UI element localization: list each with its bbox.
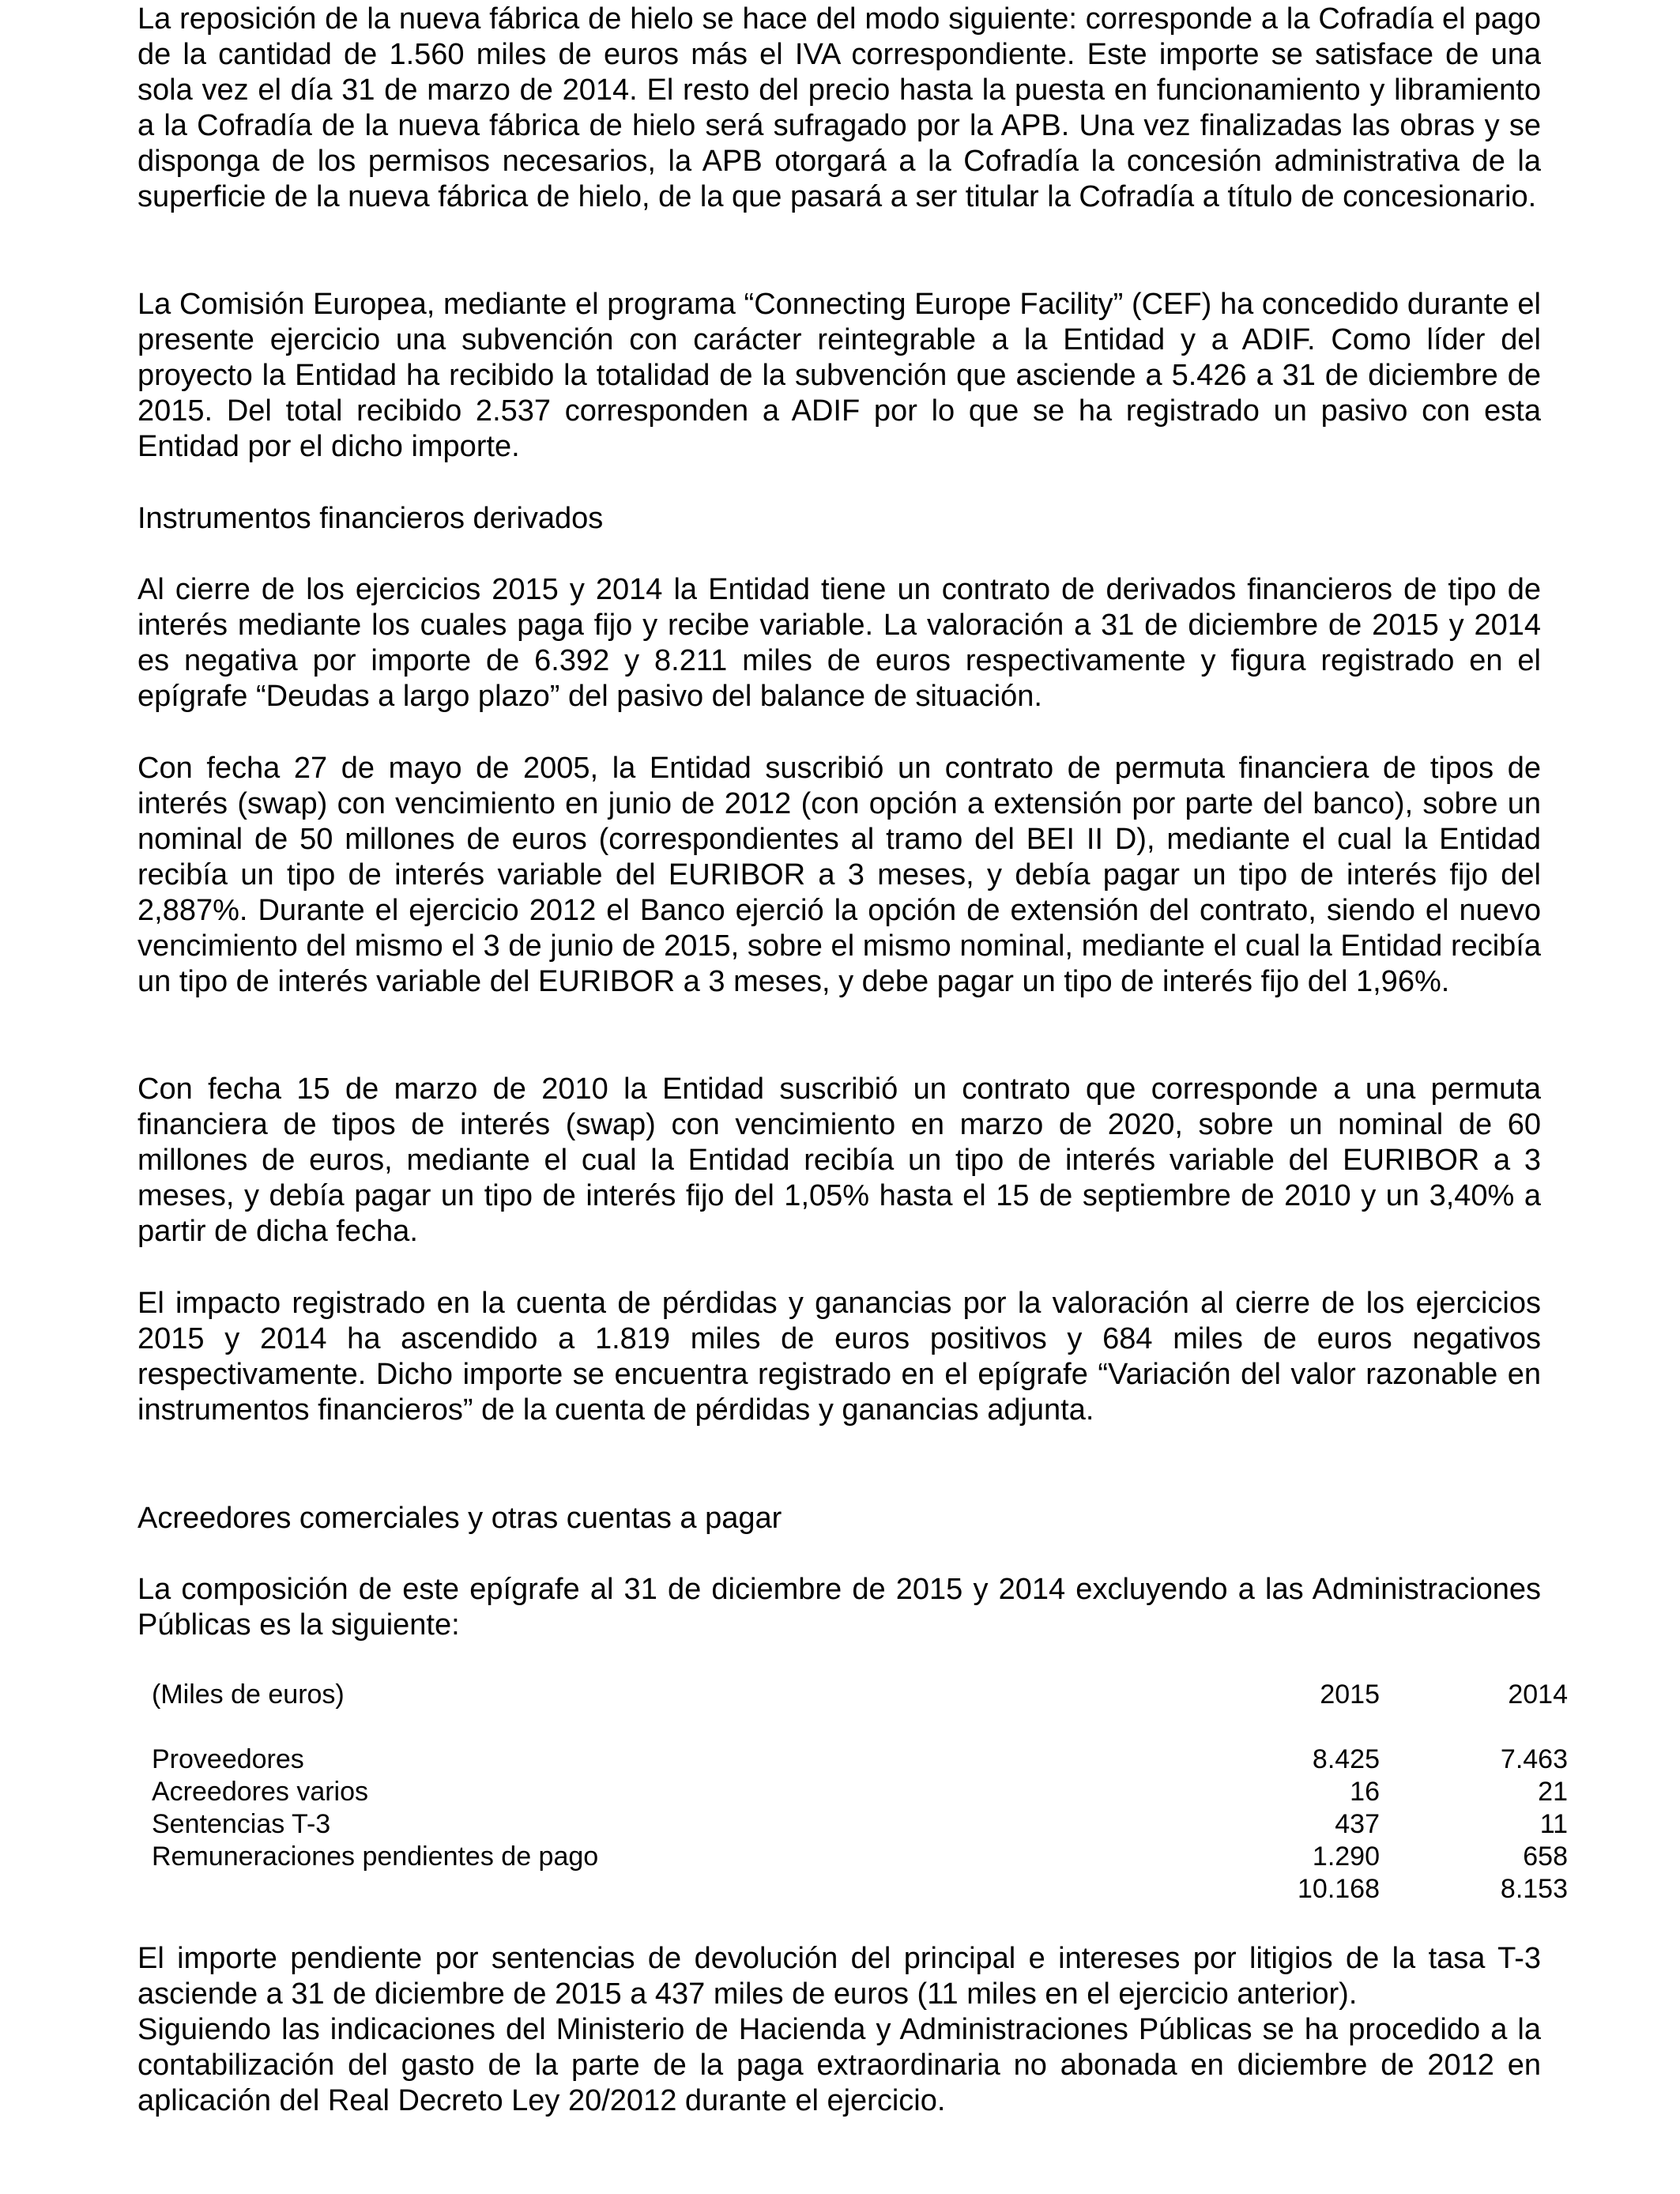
paragraph-swap-2010: Con fecha 15 de marzo de 2010 la Entidad suscribió un contrato que corresponde a una permuta financiera de tipos de interés (swap) con vencimiento en marzo de 2020, sobre un nominal de 60 millones de euros, mediante el cual la Entidad recibía un tipo de interés variable del EURIBOR a 3 meses, y debía pagar un tipo de interés fijo del 1,05% hasta el 15 de septiembre de 2010 y un 3,40% a partir de dicha fecha.: [137, 1072, 1541, 1248]
paragraph-derivados-cierre: Al cierre de los ejercicios 2015 y 2014 la Entidad tiene un contrato de derivados financieros de tipo de interés mediante los cuales paga fijo y recibe variable. La valoración a 31 de diciembre de 2015 y 2014 es negativa por importe de 6.392 y 8.211 miles de euros respectivamente y figura registrado en el epígrafe “Deudas a largo plazo” del pasivo del balance de situación.: [137, 573, 1541, 713]
table-row-value-2014: 21: [1538, 1777, 1568, 1807]
table-header-row: [152, 1679, 1568, 1711]
table-row: [152, 1841, 1568, 1873]
table-row-value-2014: 7.463: [1500, 1744, 1568, 1774]
table-header-2014: 2014: [1508, 1679, 1568, 1710]
table-row: [152, 1776, 1568, 1808]
table-row-value-2015: 8.425: [1312, 1744, 1380, 1774]
acreedores-table: [152, 1679, 1568, 1711]
table-total-2014: 8.153: [1500, 1874, 1568, 1904]
table-row-value-2014: 658: [1523, 1842, 1568, 1872]
paragraph-sentencias-t3: El importe pendiente por sentencias de devolución del principal e intereses por litigios de la tasa T-3 asciende a 31 de diciembre de 2015 a 437 miles de euros (11 miles en el ejercicio anterior).: [137, 1942, 1541, 2011]
table-row: [152, 1744, 1568, 1776]
table-header-label: (Miles de euros): [152, 1679, 345, 1710]
paragraph-fabrica-hielo: La reposición de la nueva fábrica de hielo se hace del modo siguiente: corresponde a la Cofradía el pago de la cantidad de 1.560 miles de euros más el IVA correspondiente. Este importe se satisface de una sola vez el día 31 de marzo de 2014. El resto del precio hasta la puesta en funcionamiento y libramiento a la Cofradía de la nueva fábrica de hielo será sufragado por la APB. Una vez finalizadas las obras y se disponga de los permisos necesarios, la APB otorgará a la Cofradía la concesión administrativa de la superficie de la nueva fábrica de hielo, de la que pasará a ser titular la Cofradía a título de concesionario.: [137, 2, 1541, 213]
paragraph-composicion-epigrafe: La composición de este epígrafe al 31 de diciembre de 2015 y 2014 excluyendo a las Administraciones Públicas es la siguiente:: [137, 1573, 1541, 1642]
table-row-label: Acreedores varios: [152, 1777, 369, 1807]
heading-acreedores-comerciales: Acreedores comerciales y otras cuentas a pagar: [137, 1502, 782, 1535]
paragraph-swap-2005: Con fecha 27 de mayo de 2005, la Entidad suscribió un contrato de permuta financiera de tipos de interés (swap) con vencimiento en junio de 2012 (con opción a extensión por parte del banco), sobre un nominal de 50 millones de euros (correspondientes al tramo del BEI II D), mediante el cual la Entidad recibía un tipo de interés variable del EURIBOR a 3 meses, y debía pagar un tipo de interés fijo del 2,887%. Durante el ejercicio 2012 el Banco ejerció la opción de extensión del contrato, siendo el nuevo vencimiento del mismo el 3 de junio de 2015, sobre el mismo nominal, mediante el cual la Entidad recibía un tipo de interés variable del EURIBOR a 3 meses, y debe pagar un tipo de interés fijo del 1,96%.: [137, 752, 1541, 998]
table-row-value-2015: 437: [1335, 1809, 1380, 1839]
table-row-label: Proveedores: [152, 1744, 304, 1774]
table-row-label: Sentencias T-3: [152, 1809, 331, 1839]
paragraph-paga-extraordinaria: Siguiendo las indicaciones del Ministerio de Hacienda y Administraciones Públicas se ha procedido a la contabilización del gasto de la parte de la paga extraordinaria no abonada en diciembre de 2012 en aplicación del Real Decreto Ley 20/2012 durante el ejercicio.: [137, 2013, 1541, 2117]
paragraph-impacto-perdidas: El impacto registrado en la cuenta de pérdidas y ganancias por la valoración al cierre de los ejercicios 2015 y 2014 ha ascendido a 1.819 miles de euros positivos y 684 miles de euros negativos respectivamente. Dicho importe se encuentra registrado en el epígrafe “Variación del valor razonable en instrumentos financieros” de la cuenta de pérdidas y ganancias adjunta.: [137, 1287, 1541, 1427]
table-row-value-2015: 16: [1350, 1777, 1380, 1807]
acreedores-table-body: [152, 1744, 1568, 1906]
table-row-value-2014: 11: [1539, 1809, 1568, 1839]
table-total-row: [152, 1873, 1568, 1906]
table-header-2015: 2015: [1320, 1679, 1380, 1710]
table-total-2015: 10.168: [1298, 1874, 1380, 1904]
table-row-value-2015: 1.290: [1312, 1842, 1380, 1872]
table-row-label: Remuneraciones pendientes de pago: [152, 1842, 599, 1872]
heading-instrumentos-derivados: Instrumentos financieros derivados: [137, 502, 604, 535]
paragraph-comision-europea: La Comisión Europea, mediante el programa “Connecting Europe Facility” (CEF) ha concedido durante el presente ejercicio una subvención con carácter reintegrable a la Entidad y a ADIF. Como líder del proyecto la Entidad ha recibido la totalidad de la subvención que asciende a 5.426 a 31 de diciembre de 2015. Del total recibido 2.537 corresponden a ADIF por lo que se ha registrado un pasivo con esta Entidad por el dicho importe.: [137, 288, 1541, 463]
table-row: [152, 1808, 1568, 1841]
